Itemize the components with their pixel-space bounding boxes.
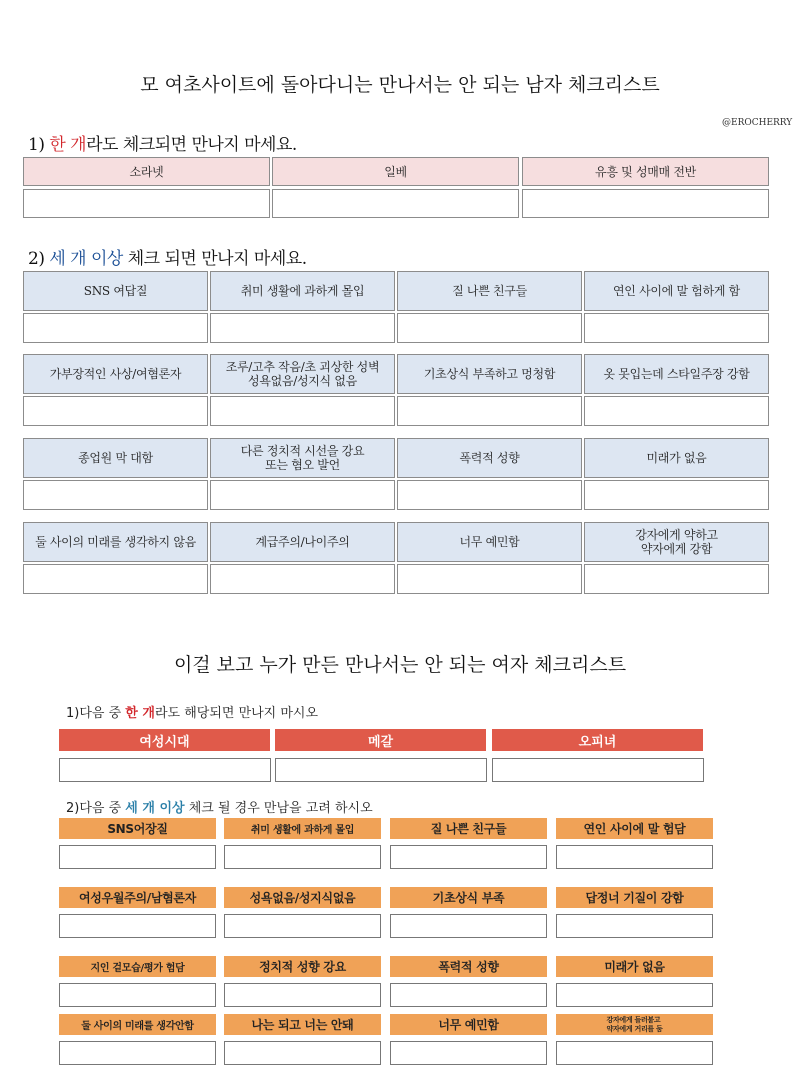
bottom-s2-checkbox[interactable] xyxy=(224,1041,381,1065)
top-s2-label: 너무 예민함 xyxy=(397,522,582,562)
bottom-s2-label: SNS어장질 xyxy=(59,818,216,839)
top-s1-label: 일베 xyxy=(272,157,519,186)
bottom-s2-label: 질 나쁜 친구들 xyxy=(390,818,547,839)
top-s2-checkbox[interactable] xyxy=(210,480,395,510)
bottom-s1-label: 오피녀 xyxy=(492,729,703,751)
bottom-s2-checkbox[interactable] xyxy=(224,845,381,869)
top-s2-label: 질 나쁜 친구들 xyxy=(397,271,582,311)
top-s2-label: 취미 생활에 과하게 몰입 xyxy=(210,271,395,311)
bottom-section2-prefix: 2)다음 중 xyxy=(66,801,126,816)
top-s1-checkbox[interactable] xyxy=(522,189,769,218)
top-s2-checkbox[interactable] xyxy=(23,313,208,343)
bottom-s1-label: 여성시대 xyxy=(59,729,270,751)
section1-text: 라도 체크되면 만나지 마세요. xyxy=(86,135,297,155)
bottom-section2-emphasis: 세 개 이상 xyxy=(125,801,185,816)
bottom-s2-label: 기초상식 부족 xyxy=(390,887,547,908)
bottom-s2-label: 답정너 기질이 강함 xyxy=(556,887,713,908)
top-s2-label: 미래가 없음 xyxy=(584,438,769,478)
bottom-section1-prefix: 1)다음 중 xyxy=(66,706,126,721)
bottom-s2-checkbox[interactable] xyxy=(556,1041,713,1065)
top-s2-label: 폭력적 성향 xyxy=(397,438,582,478)
section2-text: 체크 되면 만나지 마세요. xyxy=(122,249,307,269)
bottom-s2-label: 폭력적 성향 xyxy=(390,956,547,977)
top-s1-checkbox[interactable] xyxy=(23,189,270,218)
top-s2-label: SNS 여답질 xyxy=(23,271,208,311)
bottom-s2-label: 나는 되고 너는 안돼 xyxy=(224,1014,381,1035)
bottom-s2-label: 미래가 없음 xyxy=(556,956,713,977)
bottom-s1-checkbox[interactable] xyxy=(275,758,487,782)
bottom-s2-label: 둘 사이의 미래를 생각안함 xyxy=(59,1014,216,1035)
bottom-s2-label: 성욕없음/성지식없음 xyxy=(224,887,381,908)
top-s2-checkbox[interactable] xyxy=(23,564,208,594)
top-s2-label: 다른 정치적 시선을 강요 또는 혐오 발언 xyxy=(210,438,395,478)
bottom-s2-checkbox[interactable] xyxy=(59,845,216,869)
bottom-s2-checkbox[interactable] xyxy=(59,914,216,938)
top-s2-label: 가부장적인 사상/여혐론자 xyxy=(23,354,208,394)
top-s2-checkbox[interactable] xyxy=(210,564,395,594)
section1-emphasis: 한 개 xyxy=(49,135,87,155)
top-s2-checkbox[interactable] xyxy=(23,480,208,510)
bottom-s2-checkbox[interactable] xyxy=(59,1041,216,1065)
top-s2-label: 조루/고추 작음/초 괴상한 성벽 성욕없음/성지식 없음 xyxy=(210,354,395,394)
top-s2-checkbox[interactable] xyxy=(23,396,208,426)
top-s2-label: 종업원 막 대함 xyxy=(23,438,208,478)
author-handle: @EROCHERRY xyxy=(722,118,793,128)
top-s2-checkbox[interactable] xyxy=(584,396,769,426)
bottom-section2-text: 체크 될 경우 만남을 고려 하시오 xyxy=(184,801,373,816)
bottom-s2-label: 강자에게 들러붙고 약자에게 거리를 둠 xyxy=(556,1014,713,1035)
top-s2-checkbox[interactable] xyxy=(397,396,582,426)
section1-number: 1) xyxy=(28,135,50,155)
bottom-section1-emphasis: 한 개 xyxy=(125,706,155,721)
bottom-s2-checkbox[interactable] xyxy=(390,1041,547,1065)
top-s2-label: 옷 못입는데 스타일주장 강함 xyxy=(584,354,769,394)
top-section1-heading xyxy=(28,130,297,155)
bottom-s2-label: 여성우월주의/남혐론자 xyxy=(59,887,216,908)
bottom-s2-label: 너무 예민함 xyxy=(390,1014,547,1035)
section2-number: 2) xyxy=(28,249,50,269)
top-s2-label: 둘 사이의 미래를 생각하지 않음 xyxy=(23,522,208,562)
bottom-title: 이걸 보고 누가 만든 만나서는 안 되는 여자 체크리스트 xyxy=(173,654,627,676)
top-s2-label: 연인 사이에 말 험하게 함 xyxy=(584,271,769,311)
top-s2-checkbox[interactable] xyxy=(584,564,769,594)
bottom-s1-label: 메갈 xyxy=(275,729,486,751)
bottom-section1-text: 라도 해당되면 만나지 마시오 xyxy=(154,706,319,721)
bottom-section2-heading xyxy=(66,797,373,816)
top-s2-checkbox[interactable] xyxy=(397,564,582,594)
bottom-s2-checkbox[interactable] xyxy=(390,983,547,1007)
bottom-s2-checkbox[interactable] xyxy=(224,983,381,1007)
bottom-s1-checkbox[interactable] xyxy=(59,758,271,782)
top-s1-label: 소라넷 xyxy=(23,157,270,186)
bottom-s2-checkbox[interactable] xyxy=(59,983,216,1007)
bottom-s2-checkbox[interactable] xyxy=(224,914,381,938)
top-s2-checkbox[interactable] xyxy=(210,313,395,343)
top-s2-label: 계급주의/나이주의 xyxy=(210,522,395,562)
top-s2-label: 기초상식 부족하고 멍청함 xyxy=(397,354,582,394)
bottom-s2-label: 지인 겉모습/평가 험담 xyxy=(59,956,216,977)
section2-emphasis: 세 개 이상 xyxy=(49,249,123,269)
top-s2-checkbox[interactable] xyxy=(397,480,582,510)
bottom-section1-heading xyxy=(66,702,318,721)
bottom-s2-label: 정치적 성향 강요 xyxy=(224,956,381,977)
top-s2-checkbox[interactable] xyxy=(584,313,769,343)
bottom-s2-checkbox[interactable] xyxy=(556,914,713,938)
bottom-s2-checkbox[interactable] xyxy=(556,845,713,869)
top-s2-checkbox[interactable] xyxy=(584,480,769,510)
bottom-s2-label: 취미 생활에 과하게 몰입 xyxy=(224,818,381,839)
top-section2-heading xyxy=(28,244,307,269)
top-s2-label: 강자에게 약하고 약자에게 강함 xyxy=(584,522,769,562)
bottom-s1-checkbox[interactable] xyxy=(492,758,704,782)
top-s2-checkbox[interactable] xyxy=(397,313,582,343)
bottom-s2-checkbox[interactable] xyxy=(390,845,547,869)
top-title: 모 여초사이트에 돌아다니는 만나서는 안 되는 남자 체크리스트 xyxy=(140,74,660,96)
top-s2-checkbox[interactable] xyxy=(210,396,395,426)
bottom-s2-checkbox[interactable] xyxy=(390,914,547,938)
top-s1-label: 유흥 및 성매매 전반 xyxy=(522,157,769,186)
bottom-s2-checkbox[interactable] xyxy=(556,983,713,1007)
top-s1-checkbox[interactable] xyxy=(272,189,519,218)
bottom-s2-label: 연인 사이에 말 험담 xyxy=(556,818,713,839)
